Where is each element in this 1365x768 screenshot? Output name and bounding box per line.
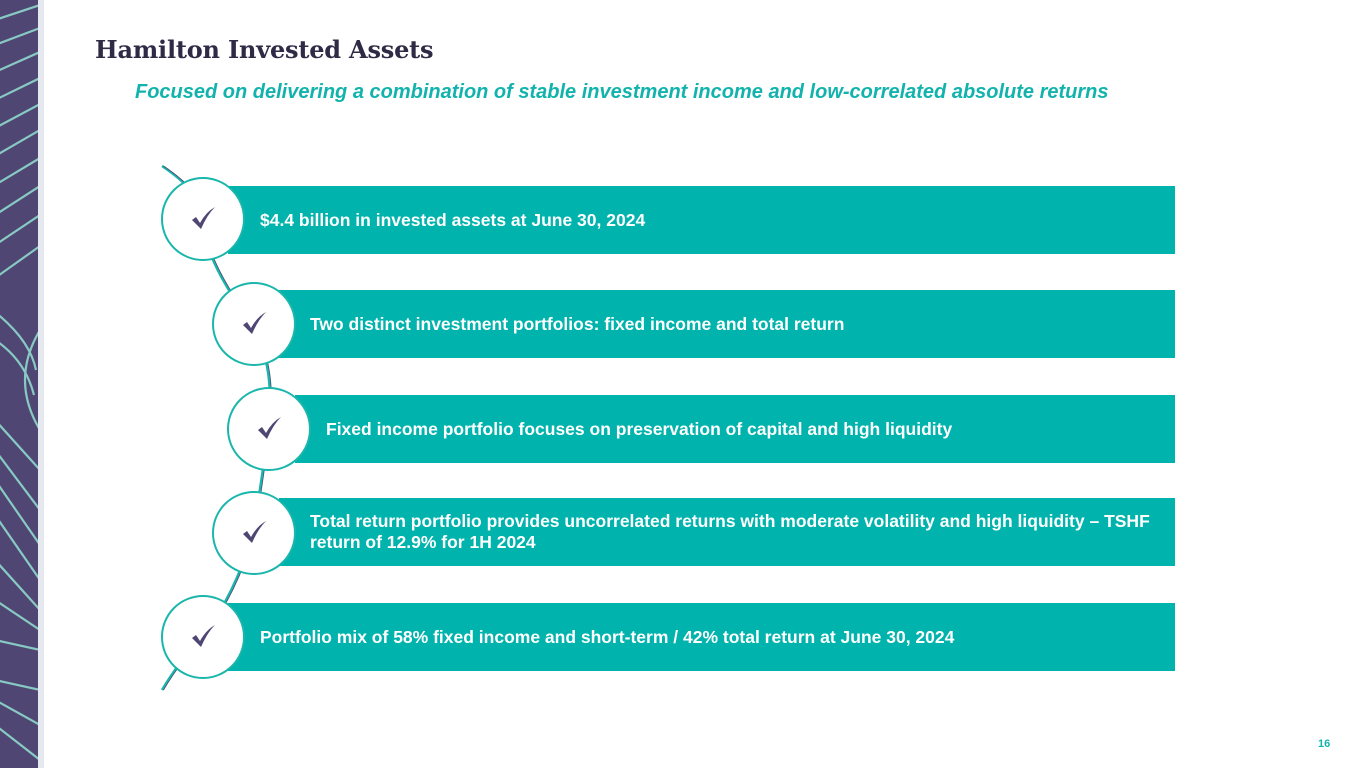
item-bar-5 [228, 603, 1175, 671]
item-bar-2 [279, 290, 1175, 358]
check-icon [254, 414, 284, 444]
item-bar-4 [279, 498, 1175, 566]
check-icon [239, 518, 269, 548]
item-check-circle-3 [227, 387, 311, 471]
slide-subtitle: Focused on delivering a combination of stable investment income and low-correlated absolute returns [135, 81, 1109, 103]
check-icon [188, 204, 218, 234]
decorative-side-band [0, 0, 38, 768]
item-check-circle-2 [212, 282, 296, 366]
check-icon [188, 622, 218, 652]
item-bar-1 [228, 186, 1175, 254]
item-bar-3 [295, 395, 1175, 463]
item-text-1: $4.4 billion in invested assets at June 30, 2024 [260, 209, 646, 230]
item-check-circle-4 [212, 491, 296, 575]
slide-title: Hamilton Invested Assets [95, 35, 434, 64]
side-band-edge [38, 0, 44, 768]
decorative-lines-graphic [0, 0, 38, 768]
item-check-circle-1 [161, 177, 245, 261]
page-number: 16 [1318, 738, 1331, 750]
check-icon [239, 309, 269, 339]
item-check-circle-5 [161, 595, 245, 679]
item-text-4: Total return portfolio provides uncorrelated returns with moderate volatility and high liquidity – TSHF return of 12.9% for 1H 2024 [310, 511, 1150, 552]
item-text-5: Portfolio mix of 58% fixed income and short-term / 42% total return at June 30, 2024 [260, 626, 955, 647]
item-text-2: Two distinct investment portfolios: fixed income and total return [310, 313, 845, 334]
item-text-3: Fixed income portfolio focuses on preservation of capital and high liquidity [326, 418, 953, 439]
